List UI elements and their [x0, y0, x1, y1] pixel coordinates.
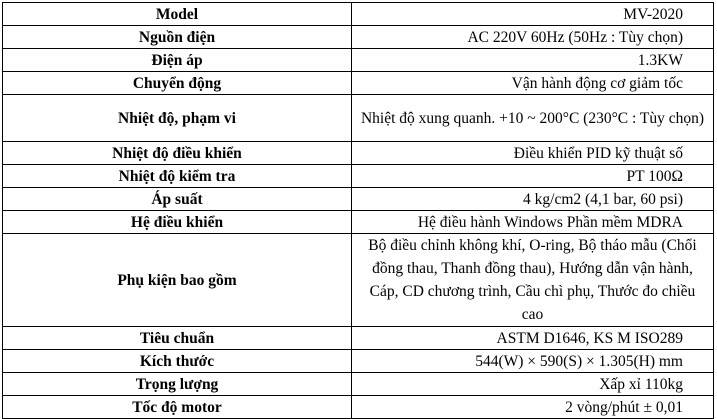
row-value: 4 kg/cm2 (4,1 bar, 60 psi): [352, 188, 714, 211]
spec-table: [2, 2, 714, 419]
row-label: Nhiệt độ, phạm vi: [3, 95, 352, 142]
table-row: [3, 142, 714, 165]
row-label: Nhiệt độ điều khiển: [3, 142, 352, 165]
row-value: MV-2020: [352, 3, 714, 26]
row-value: AC 220V 60Hz (50Hz : Tùy chọn): [352, 26, 714, 49]
row-label: Điện áp: [3, 49, 352, 72]
row-label: Áp suất: [3, 188, 352, 211]
row-label: Nhiệt độ kiểm tra: [3, 165, 352, 188]
table-row: [3, 165, 714, 188]
row-value: ASTM D1646, KS M ISO289: [352, 327, 714, 350]
row-value: Vận hành động cơ giảm tốc: [352, 72, 714, 95]
table-row: [3, 350, 714, 373]
row-value: 2 vòng/phút ± 0,01: [352, 396, 714, 419]
table-row: [3, 3, 714, 26]
row-value: Bộ điều chỉnh không khí, O-ring, Bộ tháo mẫu (Chổi đồng thau, Thanh đồng thau), Hướng dẫn vận hành, Cáp, CD chương trình, Cầu chì phụ, Thước đo chiều cao: [352, 234, 714, 327]
row-label: Tiêu chuẩn: [3, 327, 352, 350]
row-value: Điều khiển PID kỹ thuật số: [352, 142, 714, 165]
table-row: [3, 26, 714, 49]
table-row: [3, 327, 714, 350]
row-value: Nhiệt độ xung quanh. +10 ~ 200°C (230°C : Tùy chọn): [352, 95, 714, 142]
row-label: Phụ kiện bao gồm: [3, 234, 352, 327]
table-row: [3, 234, 714, 327]
table-row: [3, 95, 714, 142]
row-value: Hệ điều hành Windows Phần mềm MDRA: [352, 211, 714, 234]
row-label: Tốc độ motor: [3, 396, 352, 419]
row-label: Model: [3, 3, 352, 26]
row-value: PT 100Ω: [352, 165, 714, 188]
table-row: [3, 188, 714, 211]
table-row: [3, 396, 714, 419]
row-label: Kích thước: [3, 350, 352, 373]
row-label: Chuyển động: [3, 72, 352, 95]
row-value: 1.3KW: [352, 49, 714, 72]
table-row: [3, 373, 714, 396]
table-row: [3, 72, 714, 95]
row-value: 544(W) × 590(S) × 1.305(H) mm: [352, 350, 714, 373]
row-value: Xấp xỉ 110kg: [352, 373, 714, 396]
row-label: Trọng lượng: [3, 373, 352, 396]
table-row: [3, 49, 714, 72]
row-label: Nguồn điện: [3, 26, 352, 49]
table-row: [3, 211, 714, 234]
row-label: Hệ điều khiển: [3, 211, 352, 234]
